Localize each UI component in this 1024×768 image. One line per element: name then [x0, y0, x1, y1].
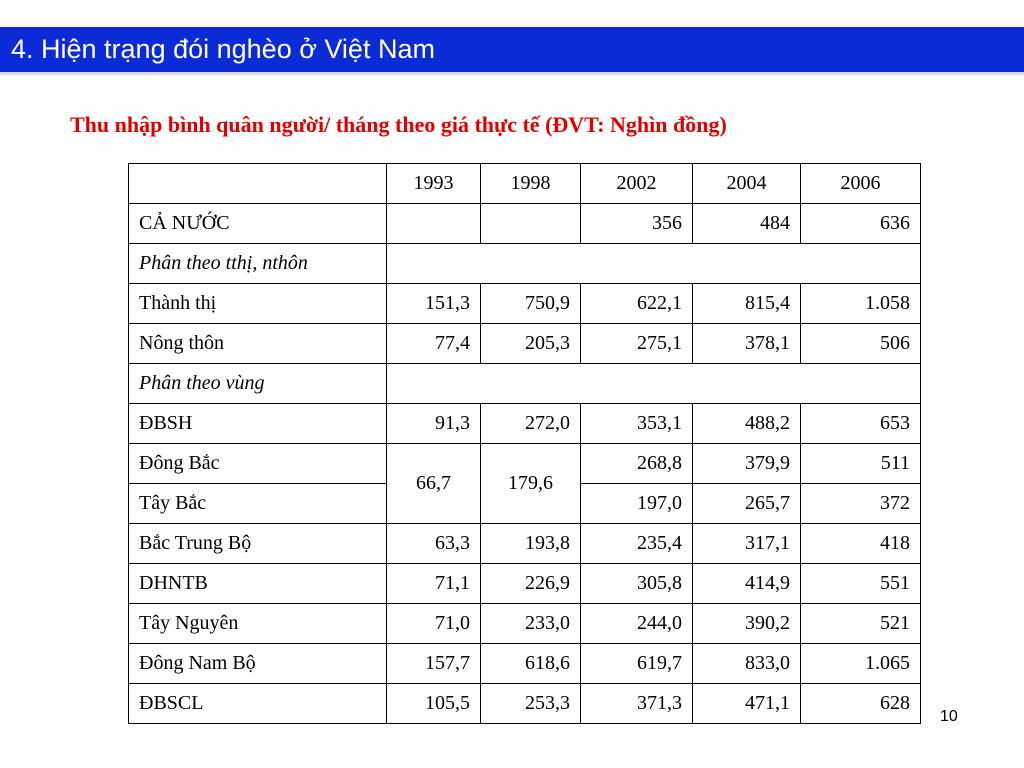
table-row	[129, 604, 921, 644]
table-cell: 418	[801, 524, 921, 564]
table-cell: 151,3	[387, 284, 481, 324]
table-cell: 197,0	[581, 484, 693, 524]
table-caption: Thu nhập bình quân người/ tháng theo giá thực tế (ĐVT: Nghìn đồng)	[70, 112, 727, 137]
table-cell	[481, 204, 581, 244]
table-cell: 205,3	[481, 324, 581, 364]
row-label: Bắc Trung Bộ	[129, 524, 387, 564]
table-cell: 193,8	[481, 524, 581, 564]
section-blank	[387, 364, 921, 404]
header-year: 2006	[801, 164, 921, 204]
row-label: ĐBSH	[129, 404, 387, 444]
table-row	[129, 644, 921, 684]
row-label: Tây Nguyên	[129, 604, 387, 644]
table-cell: 353,1	[581, 404, 693, 444]
header-year: 2002	[581, 164, 693, 204]
table-row	[129, 284, 921, 324]
section-label: Phân theo vùng	[129, 364, 387, 404]
table-cell: 488,2	[693, 404, 801, 444]
header-year: 1998	[481, 164, 581, 204]
table-cell: 511	[801, 444, 921, 484]
table-row	[129, 524, 921, 564]
income-table	[128, 163, 921, 724]
table-cell: 1.058	[801, 284, 921, 324]
table-cell: 378,1	[693, 324, 801, 364]
table-cell: 618,6	[481, 644, 581, 684]
table-cell: 521	[801, 604, 921, 644]
table-row	[129, 444, 921, 484]
row-label: Nông thôn	[129, 324, 387, 364]
table-cell: 275,1	[581, 324, 693, 364]
row-label: Tây Bắc	[129, 484, 387, 524]
table-cell: 551	[801, 564, 921, 604]
table-cell: 71,0	[387, 604, 481, 644]
section-row	[129, 244, 921, 284]
table-cell: 77,4	[387, 324, 481, 364]
table-cell: 253,3	[481, 684, 581, 724]
table-cell: 317,1	[693, 524, 801, 564]
table-cell: 833,0	[693, 644, 801, 684]
table-row	[129, 204, 921, 244]
table-cell: 653	[801, 404, 921, 444]
table-cell: 379,9	[693, 444, 801, 484]
section-label: Phân theo tthị, nthôn	[129, 244, 387, 284]
section-row	[129, 364, 921, 404]
table-cell: 484	[693, 204, 801, 244]
table-cell: 390,2	[693, 604, 801, 644]
table-row	[129, 564, 921, 604]
table-cell: 750,9	[481, 284, 581, 324]
table-cell: 226,9	[481, 564, 581, 604]
table-row	[129, 324, 921, 364]
table-cell: 305,8	[581, 564, 693, 604]
section-blank	[387, 244, 921, 284]
header-year: 1993	[387, 164, 481, 204]
table-cell: 414,9	[693, 564, 801, 604]
merged-cell: 66,7	[387, 444, 481, 524]
header-year: 2004	[693, 164, 801, 204]
table-cell: 91,3	[387, 404, 481, 444]
table-cell: 233,0	[481, 604, 581, 644]
table-cell: 272,0	[481, 404, 581, 444]
table-cell: 372	[801, 484, 921, 524]
row-label: ĐBSCL	[129, 684, 387, 724]
title-bar	[0, 27, 1024, 75]
table-cell: 619,7	[581, 644, 693, 684]
table-cell: 63,3	[387, 524, 481, 564]
table-cell: 636	[801, 204, 921, 244]
row-label: DHNTB	[129, 564, 387, 604]
table-cell: 371,3	[581, 684, 693, 724]
table-cell: 628	[801, 684, 921, 724]
header-empty-cell	[129, 164, 387, 204]
row-label: Đông Nam Bộ	[129, 644, 387, 684]
table-cell: 506	[801, 324, 921, 364]
table-cell: 157,7	[387, 644, 481, 684]
table-cell	[387, 204, 481, 244]
page-number: 10	[940, 708, 958, 725]
table-cell: 815,4	[693, 284, 801, 324]
table-cell: 265,7	[693, 484, 801, 524]
table-cell: 622,1	[581, 284, 693, 324]
table-header-row	[129, 164, 921, 204]
table-row	[129, 404, 921, 444]
slide-title: 4. Hiện trạng đói nghèo ở Việt Nam	[11, 34, 435, 64]
row-label: Đông Bắc	[129, 444, 387, 484]
table-cell: 471,1	[693, 684, 801, 724]
merged-cell: 179,6	[481, 444, 581, 524]
row-label: CẢ NƯỚC	[129, 204, 387, 244]
table-cell: 71,1	[387, 564, 481, 604]
table-cell: 356	[581, 204, 693, 244]
table-cell: 105,5	[387, 684, 481, 724]
table-cell: 268,8	[581, 444, 693, 484]
table-cell: 244,0	[581, 604, 693, 644]
table-row	[129, 684, 921, 724]
table-cell: 235,4	[581, 524, 693, 564]
row-label: Thành thị	[129, 284, 387, 324]
table-cell: 1.065	[801, 644, 921, 684]
